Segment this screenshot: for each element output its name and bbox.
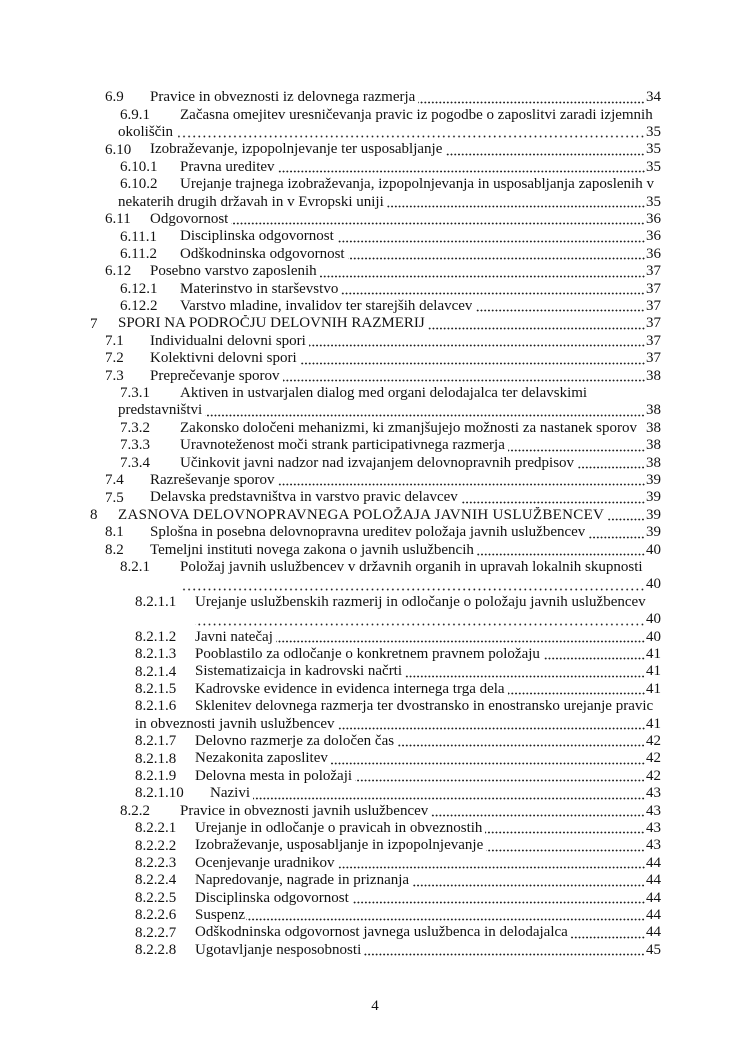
toc-entry-title: Izobraževanje, usposabljanje in izpopolnjevanje <box>195 837 484 854</box>
toc-entry-number: 8.2.2.6 <box>135 907 177 924</box>
toc-entry-number: 6.10 <box>105 141 132 158</box>
dot-leader <box>461 490 645 507</box>
toc-entry[interactable] <box>0 142 661 159</box>
dot-leader <box>246 907 645 924</box>
toc-entry[interactable] <box>0 89 661 106</box>
toc-entry-page: 41 <box>646 680 661 697</box>
toc-entry-number: 8.2.1.8 <box>135 750 177 767</box>
toc-entry-page: 38 <box>646 454 661 471</box>
toc-entry-title: Nazivi <box>210 785 250 802</box>
toc-entry-number: 8.2.2.1 <box>135 820 177 837</box>
toc-entry-page: 37 <box>646 298 661 315</box>
toc-entry-number: 6.11 <box>105 211 131 228</box>
dot-leader <box>337 229 645 246</box>
dot-leader <box>588 524 645 541</box>
toc-entry-number: 8.2.1.7 <box>135 733 177 750</box>
toc-entry-title: Učinkovit javni nadzor nad izvajanjem delovnopravnih predpisov <box>180 454 575 471</box>
toc-entry-title: Zakonsko določeni mehanizmi, ki zmanjšujejo možnosti za nastanek sporov <box>180 419 637 436</box>
toc-entry[interactable] <box>0 698 661 715</box>
dot-leader <box>283 368 645 385</box>
dot-leader <box>577 455 645 472</box>
dot-leader <box>178 124 645 141</box>
toc-entry-title: Položaj javnih uslužbencev v državnih organih in upravah lokalnih skupnosti <box>180 559 643 576</box>
toc-entry-title: ZASNOVA DELOVNOPRAVNEGA POLOŽAJA JAVNIH USLUŽBENCEV <box>118 506 605 523</box>
toc-entry-number: 8.2.2.2 <box>135 837 177 854</box>
toc-entry[interactable] <box>0 907 661 924</box>
toc-entry[interactable] <box>0 176 661 193</box>
toc-entry-page: 39 <box>646 489 661 506</box>
toc-entry-number: 8.2.1.1 <box>135 593 177 610</box>
toc-entry-title-continued: okoliščin <box>118 124 173 141</box>
dot-leader <box>338 716 645 733</box>
toc-entry-title-continued: predstavništvi <box>118 402 203 419</box>
toc-entry-page: 42 <box>646 750 661 767</box>
toc-entry[interactable] <box>0 542 661 559</box>
toc-entry-continuation[interactable] <box>0 716 661 733</box>
toc-entry[interactable] <box>0 664 661 681</box>
toc-entry-title: Pravice in obveznosti iz delovnega razmerja <box>150 89 416 106</box>
dot-leader <box>508 681 645 698</box>
toc-entry-page: 44 <box>646 889 661 906</box>
toc-entry[interactable] <box>0 855 661 872</box>
toc-entry-number: 8.2.2 <box>120 802 150 819</box>
toc-entry[interactable] <box>0 455 661 472</box>
toc-entry-number: 6.11.1 <box>120 228 157 245</box>
dot-leader <box>571 925 645 942</box>
toc-entry-title: Pravna ureditev <box>180 158 275 175</box>
toc-entry-continuation[interactable] <box>0 124 661 141</box>
toc-entry[interactable] <box>0 629 661 646</box>
toc-entry[interactable] <box>0 420 661 437</box>
dot-leader <box>352 890 645 907</box>
toc-entry-title: Delovna mesta in položaji <box>195 767 353 784</box>
toc-entry-page: 39 <box>646 506 661 523</box>
toc-entry[interactable] <box>0 803 661 820</box>
toc-chapter-entry[interactable] <box>0 507 661 524</box>
toc-entry-title: Materinstvo in starševstvo <box>180 280 339 297</box>
page-number: 4 <box>371 998 379 1014</box>
dot-leader <box>431 803 645 820</box>
dot-leader <box>412 872 645 889</box>
toc-entry-number: 8.2.1.6 <box>135 698 177 715</box>
toc-entry-title: Urejanje trajnega izobraževanja, izpopolnjevanja in usposabljanja zaposlenih v <box>180 176 654 193</box>
toc-entry[interactable] <box>0 646 661 663</box>
toc-entry-title: Pravice in obveznosti javnih uslužbencev <box>180 802 429 819</box>
toc-entry-number: 6.10.1 <box>120 158 158 175</box>
toc-entry-page: 38 <box>646 437 661 454</box>
toc-entry-number: 8.1 <box>105 524 124 541</box>
toc-entry-title: Odgovornost <box>150 211 229 228</box>
toc-entry-title-continued: nekaterih drugih državah in v Evropski uniji <box>118 193 384 210</box>
toc-entry-title-continued: in obveznosti javnih uslužbencev <box>135 715 335 732</box>
dot-leader <box>300 350 645 367</box>
toc-entry-title: Aktiven in ustvarjalen dialog med organi delodajalca ter delavskimi <box>180 385 588 402</box>
toc-entry[interactable] <box>0 281 661 298</box>
dot-leader <box>418 89 645 106</box>
toc-entry-number: 8.2.2.4 <box>135 872 177 889</box>
dot-leader <box>253 785 645 802</box>
toc-entry-title: Napredovanje, nagrade in priznanja <box>195 872 410 889</box>
toc-entry-number: 8.2 <box>105 541 124 558</box>
toc-entry-number: 6.9.1 <box>120 106 150 123</box>
toc-entry[interactable] <box>0 925 661 942</box>
toc-entry-title: Kadrovske evidence in evidenca internega trga dela <box>195 680 505 697</box>
toc-entry-title: Suspenz <box>195 907 245 924</box>
toc-entry-page: 42 <box>646 733 661 750</box>
toc-entry-page: 40 <box>646 611 661 628</box>
toc-entry-page: 40 <box>646 541 661 558</box>
toc-entry[interactable] <box>0 472 661 489</box>
toc-entry[interactable] <box>0 490 661 507</box>
toc-entry-number: 8.2.1.2 <box>135 628 177 645</box>
toc-entry-title: Razreševanje sporov <box>150 472 275 489</box>
toc-entry-title: Posebno varstvo zaposlenih <box>150 263 317 280</box>
dot-leader <box>486 838 645 855</box>
dot-leader <box>231 211 645 228</box>
toc-entry-page: 43 <box>646 785 661 802</box>
toc-entry-title: Nezakonita zaposlitev <box>195 750 328 767</box>
dot-leader <box>180 577 645 594</box>
toc-entry-page: 40 <box>646 576 661 593</box>
toc-entry-number: 8.2.2.8 <box>135 941 177 958</box>
toc-entry-number: 8.2.1.4 <box>135 663 177 680</box>
toc-entry-page: 38 <box>646 419 661 436</box>
toc-entry[interactable] <box>0 733 661 750</box>
toc-entry-number: 8.2.1.5 <box>135 680 177 697</box>
toc-entry-page: 44 <box>646 872 661 889</box>
toc-entry-title: Javni natečaj <box>195 628 273 645</box>
toc-entry-title: Sklenitev delovnega razmerja ter dvostransko in enostransko urejanje pravic <box>195 698 654 715</box>
toc-entry-page: 39 <box>646 524 661 541</box>
toc-entry-title: Temeljni instituti novega zakona o javnih uslužbencih <box>150 541 474 558</box>
dot-leader <box>405 664 645 681</box>
toc-entry[interactable] <box>0 872 661 889</box>
toc-entry[interactable] <box>0 107 661 124</box>
toc-entry-number: 6.10.2 <box>120 176 158 193</box>
toc-entry-number: 8.2.1 <box>120 559 150 576</box>
toc-entry-page: 43 <box>646 820 661 837</box>
toc-entry-page: 37 <box>646 263 661 280</box>
toc-entry-page: 39 <box>646 472 661 489</box>
toc-entry-title: Sistematizaicja in kadrovski načrti <box>195 663 403 680</box>
toc-entry-title: Individualni delovni spori <box>150 332 306 349</box>
toc-entry-page: 35 <box>646 124 661 141</box>
toc-entry[interactable] <box>0 159 661 176</box>
toc-entry-page: 41 <box>646 663 661 680</box>
dot-leader <box>348 246 645 263</box>
toc-entry-page: 43 <box>646 837 661 854</box>
toc-entry-number: 6.12.2 <box>120 298 158 315</box>
toc-entry-number: 7.4 <box>105 472 124 489</box>
toc-entry-title: Odškodninska odgovornost javnega uslužbenca in delodajalca <box>195 924 568 941</box>
toc-entry-title: Ocenjevanje uradnikov <box>195 854 335 871</box>
toc-entry-number: 6.12.1 <box>120 280 158 297</box>
toc-entry-page: 37 <box>646 315 661 332</box>
toc-entry-number: 8.2.2.5 <box>135 889 177 906</box>
dot-leader <box>341 281 645 298</box>
toc-entry-number: 8 <box>90 506 98 523</box>
toc-entry-continuation[interactable] <box>0 611 661 628</box>
toc-entry-page: 34 <box>646 89 661 106</box>
toc-entry-page: 41 <box>646 646 661 663</box>
toc-entry[interactable] <box>0 785 661 802</box>
toc-entry-number: 7.2 <box>105 350 124 367</box>
toc-entry-page: 38 <box>646 402 661 419</box>
toc-entry-continuation[interactable] <box>0 577 661 594</box>
toc-entry[interactable] <box>0 838 661 855</box>
toc-entry[interactable] <box>0 298 661 315</box>
toc-entry[interactable] <box>0 524 661 541</box>
toc-entry-number: 6.12 <box>105 263 132 280</box>
dot-leader <box>477 542 645 559</box>
dot-leader <box>475 298 645 315</box>
toc-entry[interactable] <box>0 751 661 768</box>
toc-entry-page: 35 <box>646 141 661 158</box>
toc-entry[interactable] <box>0 211 661 228</box>
dot-leader <box>355 768 645 785</box>
toc-entry-title: Ugotavljanje nesposobnosti <box>195 941 362 958</box>
dot-leader <box>205 403 645 420</box>
toc-entry-number: 7.3.3 <box>120 437 150 454</box>
toc-entry-page: 36 <box>646 228 661 245</box>
toc-entry[interactable] <box>0 229 661 246</box>
toc-entry-number: 7.3.4 <box>120 454 150 471</box>
toc-entry-title: SPORI NA PODROČJU DELOVNIH RAZMERIJ <box>118 315 425 332</box>
toc-entry-page: 42 <box>646 767 661 784</box>
toc-entry-page: 35 <box>646 193 661 210</box>
toc-entry-page: 38 <box>646 367 661 384</box>
toc-entry-title: Delovno razmerje za določen čas <box>195 733 395 750</box>
toc-entry-number: 8.2.1.10 <box>135 785 184 802</box>
toc-entry-number: 7.1 <box>105 332 124 349</box>
toc-entry-continuation[interactable] <box>0 194 661 211</box>
toc-entry[interactable] <box>0 942 661 959</box>
toc-entry[interactable] <box>0 350 661 367</box>
toc-chapter-entry[interactable] <box>0 316 661 333</box>
toc-entry[interactable] <box>0 594 661 611</box>
toc-entry-title: Splošna in posebna delovnopravna ureditev položaja javnih uslužbencev <box>150 524 586 541</box>
toc-entry[interactable] <box>0 768 661 785</box>
toc-entry-page: 40 <box>646 628 661 645</box>
toc-entry-page: 35 <box>646 158 661 175</box>
toc-entry-continuation[interactable] <box>0 403 661 420</box>
toc-entry[interactable] <box>0 681 661 698</box>
dot-leader <box>364 942 645 959</box>
toc-entry-number: 8.2.2.7 <box>135 924 177 941</box>
toc-entry-number: 8.2.1.3 <box>135 646 177 663</box>
toc-entry[interactable] <box>0 437 661 454</box>
toc-entry-page: 44 <box>646 924 661 941</box>
toc-entry[interactable] <box>0 246 661 263</box>
toc-entry-title: Urejanje in odločanje o pravicah in obveznostih <box>195 820 483 837</box>
toc-entry-page: 36 <box>646 211 661 228</box>
toc-entry-title: Uravnoteženost moči strank participativnega razmerja <box>180 437 505 454</box>
dot-leader <box>331 751 645 768</box>
dot-leader <box>607 507 645 524</box>
toc-entry-title: Izobraževanje, izpopolnjevanje ter usposabljanje <box>150 141 443 158</box>
toc-entry-title: Urejanje uslužbenskih razmerij in odločanje o položaju javnih uslužbencev <box>195 593 646 610</box>
toc-entry-number: 7.3.1 <box>120 385 150 402</box>
toc-entry-title: Pooblastilo za odločanje o konkretnem pravnem položaju <box>195 646 540 663</box>
toc-entry-page: 41 <box>646 715 661 732</box>
toc-entry-page: 43 <box>646 802 661 819</box>
dot-leader <box>445 142 645 159</box>
dot-leader <box>543 646 645 663</box>
toc-entry-title: Disciplinska odgovornost <box>180 228 334 245</box>
dot-leader <box>278 472 645 489</box>
toc-entry-title: Začasna omejitev uresničevanja pravic iz pogodbe o zaposlitvi zaradi izjemnih <box>180 106 653 123</box>
dot-leader <box>508 437 645 454</box>
toc-entry-number: 6.9 <box>105 89 124 106</box>
dot-leader <box>278 159 645 176</box>
toc-entry-number: 6.11.2 <box>120 245 157 262</box>
dot-leader <box>387 194 645 211</box>
toc-entry-page: 44 <box>646 854 661 871</box>
dot-leader <box>338 855 645 872</box>
toc-entry-page: 45 <box>646 941 661 958</box>
toc-entry[interactable] <box>0 890 661 907</box>
toc-entry-page: 37 <box>646 332 661 349</box>
toc-entry-title: Kolektivni delovni spori <box>150 350 297 367</box>
dot-leader <box>276 629 645 646</box>
toc-entry[interactable] <box>0 368 661 385</box>
toc-entry[interactable] <box>0 559 661 576</box>
toc-entry-title: Odškodninska odgovornost <box>180 245 345 262</box>
dot-leader <box>195 611 645 628</box>
toc-entry-page: 44 <box>646 907 661 924</box>
toc-entry-title: Disciplinska odgovornost <box>195 889 349 906</box>
toc-entry[interactable] <box>0 820 661 837</box>
toc-entry-number: 8.2.2.3 <box>135 854 177 871</box>
toc-entry-number: 7.3.2 <box>120 419 150 436</box>
toc-entry-page: 37 <box>646 280 661 297</box>
toc-entry-number: 7.3 <box>105 367 124 384</box>
toc-entry-page: 36 <box>646 245 661 262</box>
dot-leader <box>309 333 645 350</box>
dot-leader <box>320 263 645 280</box>
toc-entry-number: 8.2.1.9 <box>135 767 177 784</box>
dot-leader <box>397 733 645 750</box>
dot-leader <box>485 820 645 837</box>
toc-entry-title: Delavska predstavništva in varstvo pravic delavcev <box>150 489 458 506</box>
toc-entry-title: Varstvo mladine, invalidov ter starejših delavcev <box>180 298 473 315</box>
dot-leader <box>428 316 645 333</box>
toc-entry-page: 37 <box>646 350 661 367</box>
toc-entry[interactable] <box>0 263 661 280</box>
toc-entry[interactable] <box>0 385 661 402</box>
toc-entry-number: 7.5 <box>105 489 124 506</box>
toc-entry-title: Preprečevanje sporov <box>150 367 280 384</box>
toc-entry-number: 7 <box>90 315 98 332</box>
toc-entry[interactable] <box>0 333 661 350</box>
